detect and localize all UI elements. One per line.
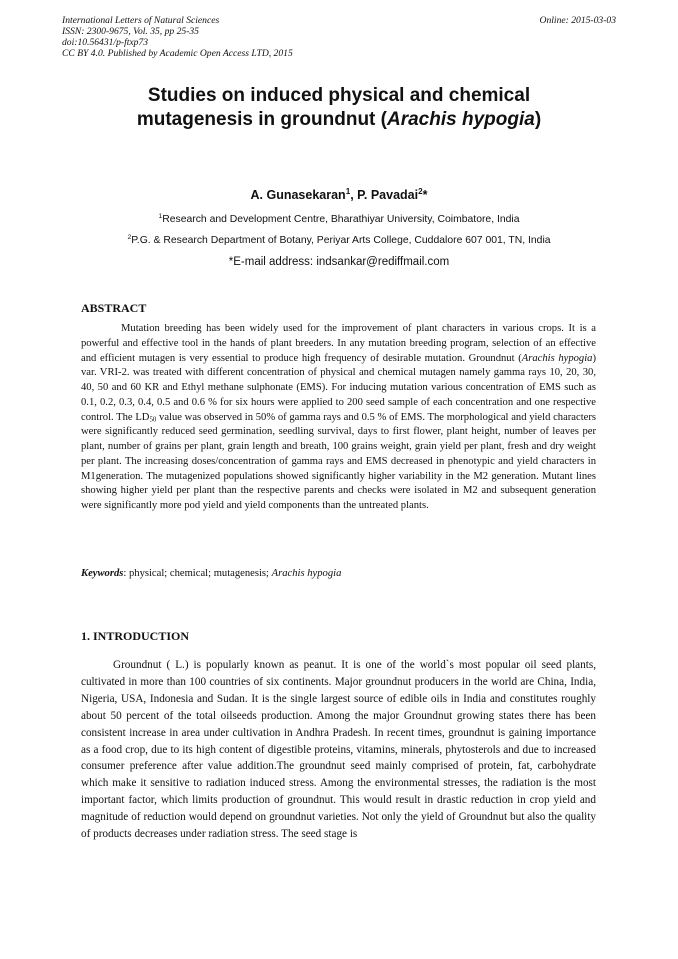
ld50-subscript: 50 (149, 416, 157, 424)
title-species: Arachis hypogia (387, 109, 535, 130)
author-1-affiliation-mark: 1 (345, 187, 351, 197)
affiliation-1-mark: 1 (158, 212, 163, 220)
abstract-heading: ABSTRACT (81, 301, 147, 315)
abstract-species: Arachis hypogia (521, 352, 593, 364)
introduction-body (81, 657, 596, 843)
affiliation-1-text: Research and Development Centre, Bharathiyar University, Coimbatore, India (162, 214, 520, 225)
abstract-text-3: value was observed in 50% of gamma rays and 0.5 % of EMS. The morphological and yield characters were significantly reduced seed germination, seedling survival, days to first flower, plant height, number of leaves per plant, number of grains per plant, grain length and breath, 100 grains weight, grain yield per plant, fresh and dry weight per plant. The increasing doses/concentration of gamma rays and EMS decreased in phenotypic and yield characters in M1generation. The mutagenized populations showed significantly higher variability in the M2 generation. Mutant lines showing higher yield per plant than the respective parents and checks were isolated in M2 and subsequent generation were significantly more pod yield and yield components than the untreated plants. (81, 411, 597, 511)
keywords (81, 568, 596, 579)
journal-name: International Letters of Natural Sciences (62, 15, 220, 26)
journal-header (62, 15, 616, 59)
abstract-paragraph (81, 322, 596, 514)
author-list (60, 188, 618, 202)
abstract-body (81, 322, 596, 514)
author-1: A. Gunasekaran (250, 188, 346, 202)
affiliation-2-mark: 2 (127, 233, 132, 241)
title-line-1: Studies on induced physical and chemical (147, 85, 531, 106)
affiliation-2 (40, 235, 638, 246)
title-line-2 (60, 108, 618, 132)
journal-license: CC BY 4.0. Published by Academic Open Access LTD, 2015 (62, 48, 293, 59)
author-separator: , (350, 188, 358, 202)
keywords-sep: : (123, 568, 129, 579)
introduction-paragraph: Groundnut ( L.) is popularly known as peanut. It is one of the world`s most popular oil seed plants, cultivated in more than 100 countries of six continents. Major groundnut producers in the world are China, India, Nigeria, USA, Indonesia and Sudan. It is the single largest source of edible oils in India and constitutes roughly about 50 percent of the total oilseeds production. Among the major Groundnut growing states there has been consistent increase in area under cultivation in Andhra Pradesh. In recent times, groundnut is gaining importance as a food crop, due to its high content of digestible proteins, vitamins, minerals, phytosterols and due to increased consumer preference after value addition.The groundnut seed mainly comprised of protein, fat, carbohydrate which make it sensitive to radiation induced stress. Among the environmental stresses, the radiation is the most important factor, which limits production of groundnut. This would result in drastic reduction in crop yield and magnitude of reduction would depend on groundnut varieties. Not only the yield of Groundnut but also the quality of products decreases under radiation stress. The seed stage is (81, 659, 596, 841)
email-address: *E-mail address: indsankar@rediffmail.com (228, 256, 450, 268)
author-2-affiliation-mark: 2 (418, 187, 423, 197)
keywords-list: physical; chemical; mutagenesis; (128, 568, 272, 579)
journal-issn: ISSN: 2300-9675, Vol. 35, pp 25-35 (62, 26, 199, 37)
abstract-text-2: ) var. VRI-2. was treated with different concentration of physical and chemical mutagen namely gamma rays 10, 20, 30, 40, 50 and 60 KR and Ethyl methane sulphonate (EMS). For inducing mutation various concentration of EMS such as 0.1, 0.2, 0.3, 0.4, 0.5 and 0.6 % for six hours were applied to 200 seed sample of each concentration and one respective control. The LD (81, 352, 597, 423)
title-line-2-start: mutagenesis in groundnut ( (136, 109, 387, 130)
introduction-heading: 1. INTRODUCTION (81, 629, 190, 643)
online-date: Online: 2015-03-03 (539, 15, 616, 26)
author-2: P. Pavadai (357, 188, 419, 202)
corresponding-mark: * (422, 188, 428, 202)
affiliation-1 (40, 214, 638, 225)
abstract-text-1: Mutation breeding has been widely used for the improvement of plant characters in various crops. It is a powerful and effective tool in the hands of plant breeders. In any mutation breeding program, selection of an effective and efficient mutagen is very essential to produce high frequency of desirable mutation. Groundnut ( (81, 323, 596, 364)
paper-title (60, 84, 618, 132)
keywords-label: Keywords (81, 568, 124, 579)
title-line-2-end: ) (534, 109, 542, 130)
keywords-species: Arachis hypogia (271, 568, 342, 579)
journal-doi: doi:10.56431/p-ftxp73 (62, 37, 149, 48)
affiliation-2-text: P.G. & Research Department of Botany, Periyar Arts College, Cuddalore 607 001, TN, India (131, 235, 551, 246)
